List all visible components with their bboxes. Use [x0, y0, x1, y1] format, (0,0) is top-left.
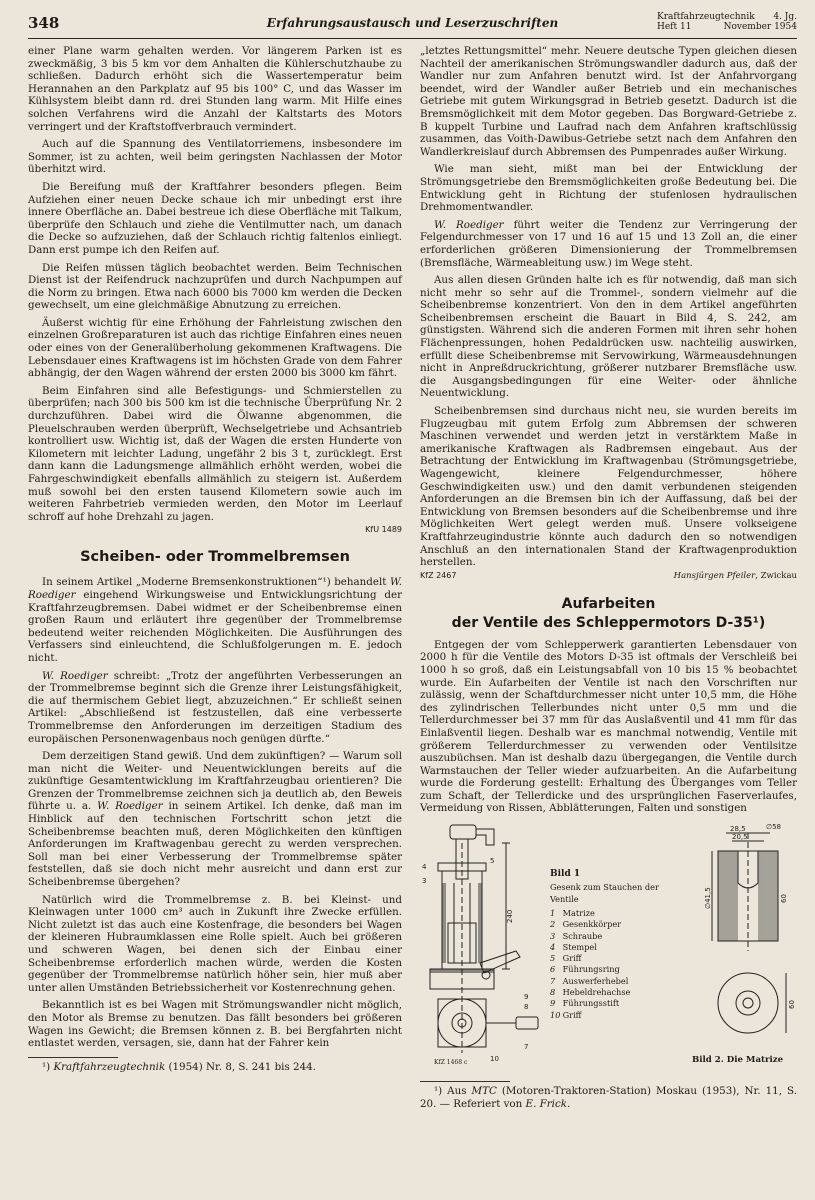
- bild2-dimension: 60: [788, 1000, 796, 1010]
- bild2-caption: Bild 2. Die Matrize: [692, 1055, 784, 1066]
- legend-item: 7 Auswerferhebel: [550, 975, 629, 986]
- paragraph: Bekanntlich ist es bei Wagen mit Strömungswandler nicht möglich, den Motor als Bremse zu benutzen. Das fällt besonders bei größeren Wagen ins Gewicht; die Bremsen können z. B. bei Bergfahrten nicht entlastet werden, versagen, sie, dann hat der Fahrer kein: [28, 999, 402, 1050]
- footnote-rule: [28, 1057, 118, 1058]
- section-title-scheibenbremsen: Scheiben- oder Trommelbremsen: [80, 549, 350, 566]
- paragraph: Die Bereifung muß der Kraftfahrer besonders pflegen. Beim Aufziehen einer neuen Decke schaue ich mir unbedingt erst ihre innere Oberfläche an. Dabei bestreue ich diese Oberfläche mit Talkum, überprüfe den Schlauch und ziehe die Ventilmutter nach, um danach die Decke so aufzuziehen, daß der Schlauch richtig faltenlos einliegt. Dann erst pumpe ich den Reifen auf.: [28, 180, 402, 256]
- svg-text:3: 3: [422, 877, 427, 886]
- svg-text:4: 4: [422, 863, 427, 872]
- signature-author: Hansjürgen Pfeiler, Zwickau: [673, 570, 797, 581]
- paragraph: Äußerst wichtig für eine Erhöhung der Fahrleistung zwischen den einzelnen Großreparaturen ist auch das richtige Einfahren eines neuen oder eines von der Generalüberholung gekommenen Kraftwagens. Die Lebensdauer eines Kraftwagens ist im höchsten Grade von dem Fahrer abhängig, der den Wagen während der ersten 2000 bis 3000 km fährt.: [28, 316, 402, 380]
- legend-item: 3 Schraube: [550, 930, 603, 941]
- legend-item: 10 Griff: [550, 1009, 582, 1020]
- paragraph: „letztes Rettungsmittel“ mehr. Neuere deutsche Typen gleichen diesen Nachteil der amerikanischen Strömungswandler dadurch aus, daß der Wandler nur zum Anfahren benutzt wird. Ist der Anfahrvorgang beendet, wird der Wandler außer Betrieb und ein mechanisches Getriebe mit gutem Wirkungsgrad in Betrieb gesetzt. Dadurch ist die Bremsmöglichkeit mit dem Motor gegeben. Das Borgward-Getriebe z. B kuppelt Turbine und Laufrad nach dem Anfahren kraftschlüssig zusammen, das Voith-Dawibus-Getriebe setzt nach dem Anfahren den Wandlerkreislauf durch Abbremsen des Pumpenrades außer Wirkung.: [420, 45, 797, 158]
- legend-item: 6 Führungsring: [550, 964, 620, 975]
- journal-name: Kraftfahrzeugtechnik: [657, 12, 755, 22]
- paragraph: W. Roediger führt weiter die Tendenz zur Verringerung der Felgendurchmesser von 17 und 16 auf 15 und 13 Zoll an, die einer erforderlichen größeren Dimensionierung der Trommelbremsen (Bremsfläche, Wärmeableitung usw.) im Wege steht.: [420, 218, 797, 269]
- legend-item: 2 Gesenkkörper: [550, 919, 622, 930]
- bild2-dimension: 60: [780, 894, 788, 904]
- running-header: [28, 12, 797, 39]
- legend-item: 8 Hebeldrehachse: [550, 987, 631, 998]
- bild2-dimension: 28,5: [730, 825, 746, 834]
- paragraph: Entgegen der vom Schlepperwerk garantierten Lebensdauer von 2000 h für die Ventile des Motors D-35 ist oftmals der Verschleiß bei 1000 h so groß, daß ein Leistungsabfall von 10 bis 15 % beobachtet wurde. Ein Aufarbeiten der Ventile ist nach den Vorschriften nur zulässig, wenn der Schaftdurchmesser nicht unter 10,5 mm, die Höhe des zylindrischen Tellerbundes nicht unter 0,5 mm und die Tellerdurchmesser bei 37 mm für das Auslaßventil und 41 mm für das Einlaßventil liegen. Deshalb war es manchmal notwendig, Ventile mit größerem Tellerdurchmesser zu verwenden oder Ventilsitze auszubüchsen. Man ist deshalb dazu übergegangen, die Ventile durch Warmstauchen der Teller wieder aufzuarbeiten. An die Aufarbeitung wurde die Forderung gestellt: Erhaltung des Überganges vom Teller zum Schaft, der Tellerdicke und des ursprünglichen Faserverlaufes, Vermeidung von Rissen, Abblätterungen, Falten und sonstigen: [420, 638, 797, 815]
- bild1-subtitle: Gesenk zum Stauchen der Ventile: [550, 882, 659, 904]
- footnote-rule: [420, 1081, 510, 1082]
- svg-text:7: 7: [524, 1043, 529, 1052]
- signature-code: KfU 1489: [365, 525, 402, 535]
- paragraph: Wie man sieht, mißt man bei der Entwicklung der Strömungsgetriebe den Bremsmöglichkeiten große Bedeutung bei. Die Entwicklung geht in Richtung der stufenlosen hydraulischen Drehmomentwandler.: [420, 163, 797, 214]
- bild1-legend: [550, 869, 660, 1021]
- journal-date: November 1954: [723, 22, 797, 32]
- bild1-stamp: KfZ 1468 c: [434, 1059, 468, 1067]
- bild2-dimension: 20,5: [732, 833, 748, 842]
- journal-volume: 4. Jg.: [773, 12, 797, 22]
- legend-item: 9 Führungsstift: [550, 998, 620, 1009]
- svg-text:8: 8: [524, 1003, 529, 1012]
- paragraph: Scheibenbremsen sind durchaus nicht neu, sie wurden bereits im Flugzeugbau mit gutem Erfolg zum Abbremsen der schweren Maschinen verwendet und werden jetzt in verstärktem Maße in amerikanische Kraftwagen als Radbremsen eingebaut. Aus der Betrachtung der Entwicklung im Kraftwagenbau (Strömungsgetriebe, Wagengewicht, kleinere Felgendurchmesser, höhere Geschwindigkeiten usw.) und den damit verbundenen steigenden Anforderungen an die Bremsen bin ich der Auffassung, daß bei der Entwicklung von Bremsen besonders auf die Scheibenbremse und ihre Möglichkeiten Wert gelegt werden muß. Unsere volkseigene Kraftfahrzeugindustrie könnte auch dadurch den so notwendigen Anschluß an den internationalen Stand der Kraftwagenproduktion herstellen.: [420, 405, 797, 569]
- author-name: W. Roediger: [42, 669, 108, 682]
- page-number: 348: [28, 14, 60, 32]
- bild2-dimension: ∅41,5: [704, 887, 712, 910]
- legend-item: 1 Matrize: [550, 907, 595, 918]
- footnote: ¹) Aus MTC (Motoren-Traktoren-Station) Moskau (1953), Nr. 11, S. 20. — Referiert von E. Frick.: [420, 1085, 797, 1110]
- bild1-drawing: [420, 823, 550, 1071]
- paragraph: Beim Einfahren sind alle Befestigungs- und Schmierstellen zu überprüfen; nach 300 bis 500 km ist die technische Überprüfung Nr. 2 durchzuführen. Dabei wird die Ölwanne abgenommen, die Pleuelschrauben werden überprüft, Wechselgetriebe und Achsantrieb kontrolliert usw. Wichtig ist, daß der Wagen die ersten Hunderte von Kilometern mit leichter Ladung, ungefähr 2 bis 3 t, zurücklegt. Erst dann kann die Ladungsmenge allmählich erhöht werden, wobei die Fahrgeschwindigkeit ebenfalls allmählich zu steigern ist. Außerdem muß sowohl bei den ersten tausend Kilometern sowie auch im weiteren Fahrbetrieb vermieden werden, den Motor im Leerlauf schroff auf hohe Drehzahl zu jagen.: [28, 384, 402, 523]
- legend-item: 4 Stempel: [550, 941, 597, 952]
- legend-item: 5 Griff: [550, 953, 582, 964]
- footnote: ¹) Kraftfahrzeugtechnik (1954) Nr. 8, S. 241 bis 244.: [42, 1060, 316, 1073]
- paragraph: Natürlich wird die Trommelbremse z. B. bei Kleinst- und Kleinwagen unter 1000 cm³ auch in Zukunft ihre Zwecke erfüllen. Nicht zuletzt ist das auch eine Kostenfrage, die besonders bei Wagen der kleineren Hubraumklassen eine Rolle spielt. Auch bei größeren und schweren Wagen, bei denen sich der Einbau einer Scheibenbremse erforderlich machen würde, werden die Kosten gegenüber der Trommelbremse natürlich höher sein, hier muß aber unter allen Umständen Betriebssicherheit vor Kostenrechnung gehen.: [28, 893, 402, 994]
- paragraph: einer Plane warm gehalten werden. Vor längerem Parken ist es zweckmäßig, 3 bis 5 km vor dem Anhalten die Kühlerschutzhaube zu schließen. Dadurch erhöht sich die Wassertemperatur beim Herannahen an den Parkplatz auf 95 bis 100° C, und das Wasser im Kühlsystem bleibt dann rd. drei Stunden lang warm. Mit Hilfe eines solchen Verfahrens wird die Anzahl der Kaltstarts des Motors verringert und der Kraftstoffverbrauch vermindert.: [28, 45, 402, 133]
- bild2-drawing: [702, 823, 797, 1055]
- author-name: W. Roediger: [28, 576, 402, 601]
- figure-gesenk: [420, 823, 797, 1071]
- paragraph: Auch auf die Spannung des Ventilatorriemens, insbesondere im Sommer, ist zu achten, weil beim geringsten Nachlassen der Motor überhitzt wird.: [28, 138, 402, 176]
- paragraph: Die Reifen müssen täglich beobachtet werden. Beim Technischen Dienst ist der Reifendruck nachzuprüfen und durch Nachpumpen auf die Norm zu bringen. Etwa nach 6000 bis 7000 km werden die Decken gewechselt, um eine gleichmäßige Abnutzung zu erreichen.: [28, 261, 402, 312]
- svg-text:5: 5: [490, 857, 495, 866]
- article-code: [28, 525, 402, 534]
- paragraph: Dem derzeitigen Stand gewiß. Und dem zukünftigen? — Warum soll man nicht die Weiter- und Neuentwicklungen bereits auf die zukünftige Gesamtentwicklung im Kraftfahrzeugbau orientieren? Die Grenzen der Trommelbremse zeichnen sich ja deutlich ab, den Beweis führte u. a. W. Roediger in seinem Artikel. Ich denke, daß man im Hinblick auf den technischen Fortschritt schon jetzt die Scheibenbremse beachten muß, deren Möglichkeiten den künftigen Anforderungen im Kraftwagenbau gerecht zu werden versprechen. Soll man bei einer Verbesserung der Trommelbremse später feststellen, daß sie doch nicht mehr ausreicht und dann erst zur Scheibenbremse übergehen?: [28, 750, 402, 889]
- author-name: W. Roediger: [97, 800, 163, 813]
- bild1-title: Bild 1: [550, 869, 581, 880]
- bild2-dimension: ∅58: [766, 823, 782, 832]
- svg-text:9: 9: [524, 993, 529, 1002]
- signature: [420, 571, 797, 581]
- section-title-aufarbeiten: Aufarbeiten der Ventile des Schleppermotors D-35¹): [451, 595, 766, 631]
- left-column: [28, 45, 402, 1182]
- author-name: W. Roediger: [434, 218, 504, 231]
- journal-info: [657, 12, 797, 32]
- paragraph: W. Roediger schreibt: „Trotz der angeführten Verbesserungen an der Trommelbremse beginnt sich die Grenze ihrer Leistungsfähigkeit, die auf thermischem Gebiet liegt, abzuzeichnen.“ Er schließt seinen Artikel: „Abschließend ist festzustellen, daß eine verbesserte Trommelbremse den Anforderungen im derzeitigen Stadium des europäischen Personenwagenbaus noch genügen dürfte.“: [28, 669, 402, 745]
- right-column: [420, 45, 797, 1182]
- journal-issue: Heft 11: [657, 22, 692, 32]
- svg-text:10: 10: [490, 1055, 499, 1064]
- paragraph: In seinem Artikel „Moderne Bremsenkonstruktionen“¹) behandelt W. Roediger eingehend Wirkungsweise und Entwicklungsrichtung der Kraftfahrzeugbremsen. Dabei widmet er der Scheibenbremse einen großen Raum und erläutert ihre gegenüber der Trommelbremse bedeutend weiter reichenden Möglichkeiten. Die Ausführungen des Verfassers sind einleuchtend, die Schlußfolgerungen m. E. jedoch nicht.: [28, 576, 403, 664]
- bild1-dimension: 240: [506, 909, 514, 924]
- signature-code: KfZ 2467: [420, 570, 457, 580]
- header-title: Erfahrungsaustausch und Leserzuschriften: [266, 16, 559, 30]
- paragraph: Aus allen diesen Gründen halte ich es für notwendig, daß man sich nicht mehr so sehr auf die Trommel-, sondern vielmehr auf die Scheibenbremse konzentriert. Von den in dem Artikel angeführten Scheibenbremsen erscheint die Bauart in Bild 4, S. 242, am günstigsten. Während sich die anderen Formen mit ihren sehr hohen Flächenpressungen, hohen Pedaldrücken usw. nachteilig auswirken, erfüllt diese Scheibenbremse mit Servowirkung, Wärmeausdehnungen nicht in Anpreßdruckrichtung, größerer nutzbarer Bremsfläche usw. die Ausgangsbedingungen für eine Weiter- oder ähnliche Neuentwicklung.: [420, 274, 797, 400]
